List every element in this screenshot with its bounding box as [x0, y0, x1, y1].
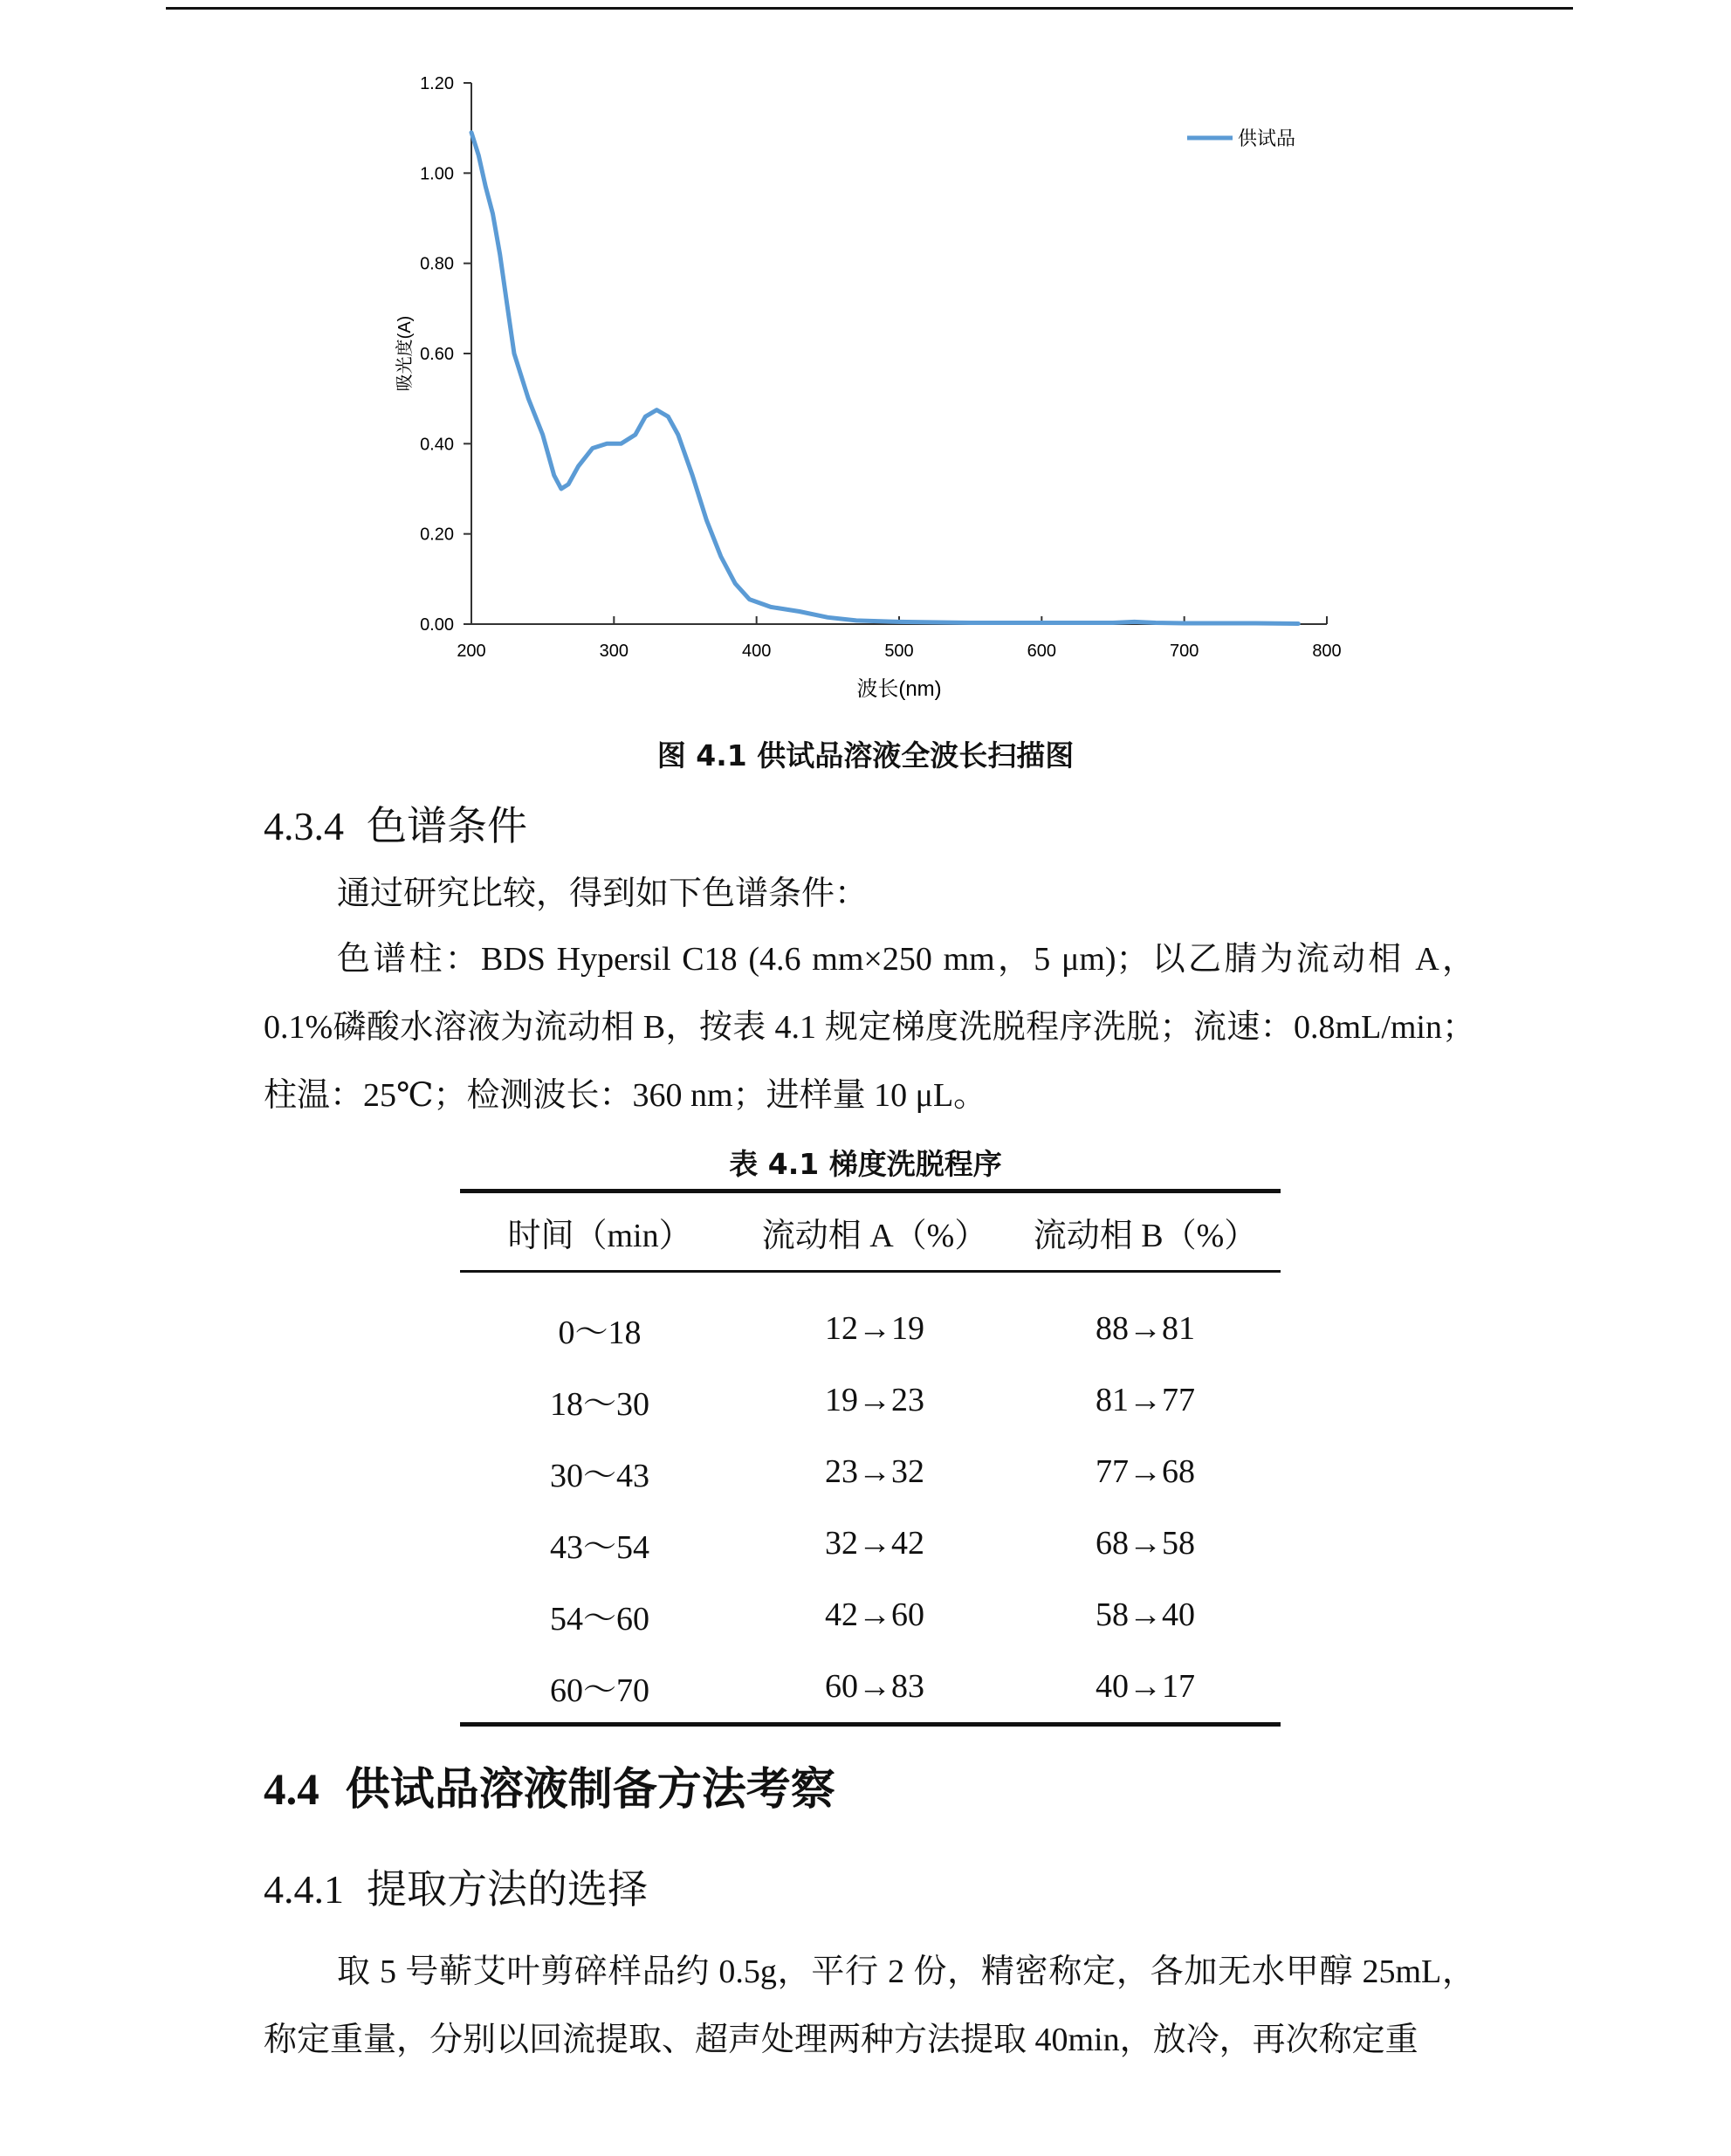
y-tick-label: 1.00 — [420, 164, 454, 184]
section-number: 4.4 — [264, 1766, 319, 1815]
x-tick-label: 800 — [1312, 642, 1342, 661]
table-row — [460, 1436, 1281, 1507]
table-cell: 54～60 — [550, 1600, 650, 1638]
table-header-cell: 流动相 A（%） — [739, 1191, 1010, 1272]
table-row — [460, 1272, 1281, 1365]
x-tick-label: 500 — [884, 642, 914, 661]
page-header-rule — [166, 7, 1573, 10]
figure-caption: 图 4.1 供试品溶液全波长扫描图 — [656, 738, 1075, 772]
table-cell: 88→81 — [1096, 1310, 1195, 1347]
uv-scan-chart — [384, 61, 1379, 724]
table-cell: 68→58 — [1096, 1525, 1195, 1562]
table-cell: 19→23 — [825, 1382, 925, 1418]
section-title: 提取方法的选择 — [367, 1865, 648, 1912]
section-heading-4-3-4 — [264, 794, 527, 852]
y-tick-label: 0.20 — [420, 525, 454, 545]
table-row — [460, 1651, 1281, 1725]
section-title: 色谱条件 — [367, 802, 527, 849]
x-axis-title: 波长(nm) — [856, 677, 942, 701]
legend-label: 供试品 — [1238, 127, 1296, 149]
x-tick-label: 700 — [1169, 642, 1199, 661]
table-cell: 60～70 — [460, 1651, 739, 1725]
table-cell: 40→17 — [1010, 1651, 1281, 1725]
table-cell: 23→32 — [825, 1453, 925, 1490]
table-cell: 58→40 — [1096, 1596, 1195, 1633]
table-cell: 32→42 — [825, 1525, 925, 1562]
section-number: 4.3.4 — [264, 804, 344, 848]
table-cell: 30～43 — [550, 1457, 650, 1494]
table-row — [460, 1507, 1281, 1579]
table-cell: 81→77 — [1096, 1382, 1195, 1418]
y-tick-label: 1.20 — [420, 74, 454, 93]
table-cell: 18～30 — [550, 1385, 650, 1423]
x-tick-label: 200 — [457, 642, 486, 661]
section-heading-4-4 — [264, 1753, 835, 1817]
table-cell: 77→68 — [1096, 1453, 1195, 1490]
y-tick-label: 0.00 — [420, 615, 454, 635]
x-tick-label: 600 — [1027, 642, 1057, 661]
x-tick-label: 400 — [741, 642, 772, 661]
gradient-table — [460, 1189, 1281, 1727]
table-cell: 43～54 — [550, 1528, 650, 1566]
y-tick-label: 0.60 — [420, 345, 454, 364]
table-cell: 42→60 — [825, 1596, 925, 1633]
paragraph-conditions: 色谱柱：BDS Hypersil C18 (4.6 mm×250 mm，5 μm)；以乙腈为流动相 A，0.1%磷酸水溶液为流动相 B，按表 4.1 规定梯度洗脱程序洗脱；流速：0.8mL/min；柱温：25℃；检测波长：360 nm；进样量 10 μL。 — [264, 941, 1475, 1114]
table-cell: 12→19 — [825, 1310, 925, 1347]
paragraph-intro: 通过研究比较，得到如下色谱条件： — [337, 875, 869, 912]
y-tick-label: 0.80 — [420, 254, 454, 274]
table-header-cell: 时间（min） — [460, 1191, 739, 1272]
table-cell: 60→83 — [739, 1651, 1010, 1725]
section-heading-4-4-1 — [264, 1857, 648, 1915]
x-tick-label: 300 — [599, 642, 629, 661]
table-row — [460, 1364, 1281, 1436]
section-number: 4.4.1 — [264, 1867, 344, 1912]
table-caption: 表 4.1 梯度洗脱程序 — [729, 1147, 1002, 1181]
y-axis-title: 吸光度(A) — [395, 315, 415, 392]
table-header-cell: 流动相 B（%） — [1010, 1191, 1281, 1272]
table-row — [460, 1579, 1281, 1651]
section-title: 供试品溶液制备方法考察 — [345, 1764, 835, 1816]
table-cell: 0～18 — [558, 1314, 642, 1351]
series-line-sample — [471, 133, 1298, 624]
paragraph-extraction: 取 5 号蕲艾叶剪碎样品约 0.5g，平行 2 份，精密称定，各加无水甲醇 25mL，称定重量，分别以回流提取、超声处理两种方法提取 40min，放冷，再次称定重 — [264, 1953, 1475, 2058]
y-tick-label: 0.40 — [420, 435, 454, 455]
